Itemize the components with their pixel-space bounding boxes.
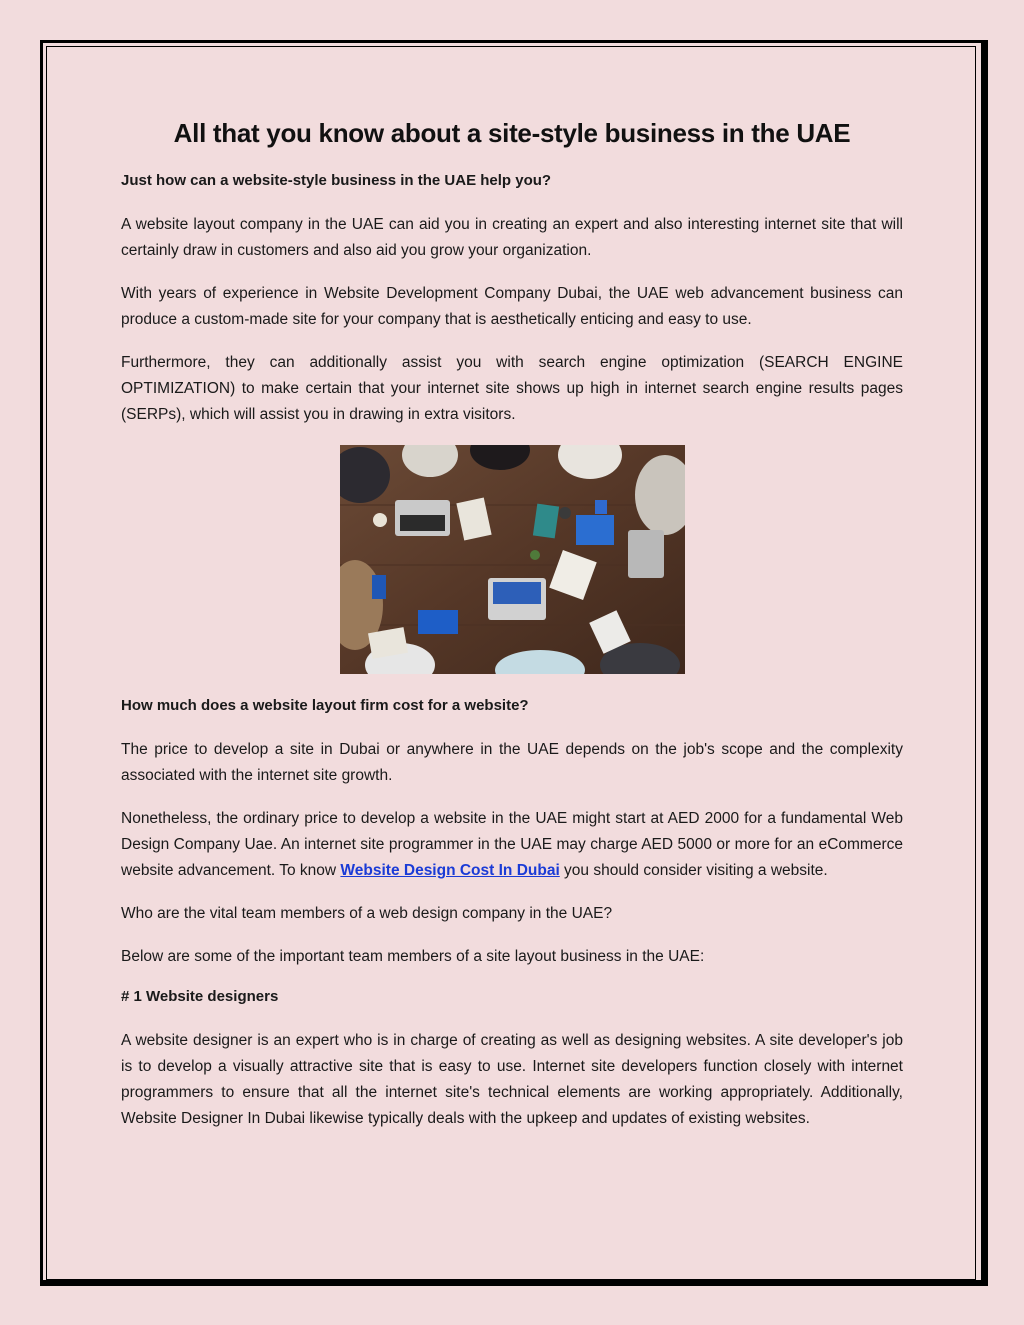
- section-heading-cost: How much does a website layout firm cost for a website?: [121, 697, 529, 714]
- phone-screen: [372, 575, 386, 599]
- section-heading-website-designers: # 1 Website designers: [121, 988, 279, 1005]
- paragraph-with-link: [121, 806, 903, 884]
- coffee-cup: [373, 513, 387, 527]
- phone-screen: [595, 500, 607, 514]
- paragraph-text: Nonetheless, the ordinary price to develop a website in the UAE might start at AED 2000 for a fundamental Web Design Company Uae. An internet site programmer in the UAE may charge AED 5000 or more for an eCommerce website advancement. To know: [121, 810, 903, 879]
- paragraph: Furthermore, they can additionally assist you with search engine optimization (SEARCH ENGINE OPTIMIZATION) to make certain that your internet site shows up high in internet search engine results pages (SERPs), which will assist you in drawing in extra visitors.: [121, 354, 903, 423]
- coffee-cup: [559, 507, 571, 519]
- document-body: [121, 118, 903, 1149]
- tablet-screen: [576, 515, 614, 545]
- paragraph: A website designer is an expert who is in charge of creating as well as designing websites. A site developer's job is to develop a visually attractive site that is easy to use. Internet site developers function closely with internet programmers to ensure that all the internet site's technical elements are working appropriately. Additionally, Website Designer In Dubai likewise typically deals with the upkeep and updates of existing websites.: [121, 1032, 903, 1127]
- notebook-shape: [532, 504, 558, 539]
- section-heading-how-help: Just how can a website-style business in the UAE help you?: [121, 172, 552, 189]
- laptop-shape: [628, 530, 664, 578]
- laptop-keyboard: [400, 515, 445, 531]
- paragraph: Below are some of the important team members of a site layout business in the UAE:: [121, 948, 705, 965]
- meeting-illustration: [340, 445, 685, 674]
- team-meeting-photo: [340, 445, 685, 674]
- paragraph: A website layout company in the UAE can aid you in creating an expert and also interesting internet site that will certainly draw in customers and also aid you grow your organization.: [121, 216, 903, 259]
- laptop-screen: [493, 582, 541, 604]
- paragraph: With years of experience in Website Development Company Dubai, the UAE web advancement business can produce a custom-made site for your company that is aesthetically enticing and easy to use.: [121, 285, 903, 328]
- page-border-bottom: [40, 1280, 984, 1285]
- website-design-cost-link[interactable]: Website Design Cost In Dubai: [340, 862, 560, 879]
- paragraph-text: you should consider visiting a website.: [559, 862, 828, 879]
- plant-shape: [530, 550, 540, 560]
- page-title: All that you know about a site-style business in the UAE: [173, 118, 851, 148]
- paragraph: Who are the vital team members of a web design company in the UAE?: [121, 905, 613, 922]
- tablet-screen: [418, 610, 458, 634]
- paragraph: The price to develop a site in Dubai or anywhere in the UAE depends on the job's scope and the complexity associated with the internet site growth.: [121, 741, 903, 784]
